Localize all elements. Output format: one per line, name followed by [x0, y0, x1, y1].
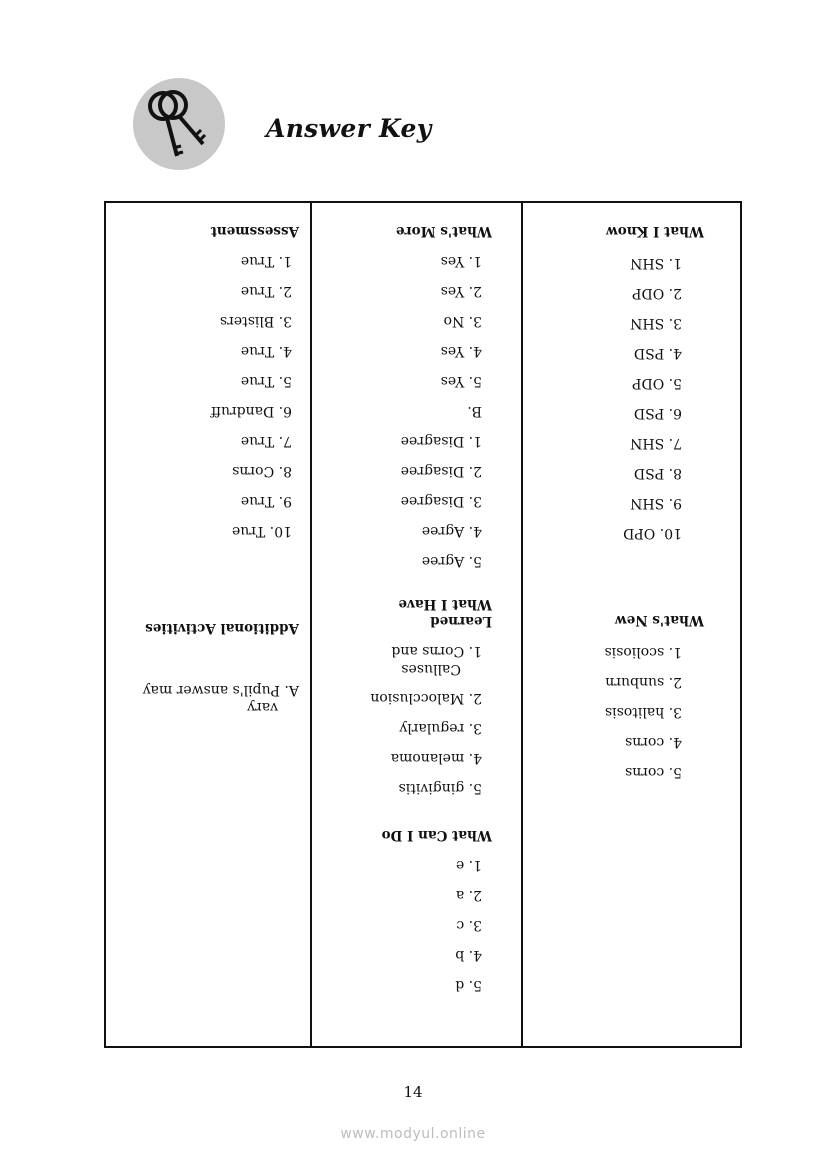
list-item: 4. melanoma — [390, 750, 482, 766]
list-item: 2. ODP — [632, 285, 682, 301]
heading-what-i-know: What I Know — [606, 223, 704, 239]
list-item: 2. Disagree — [400, 463, 482, 479]
answer-key-table — [104, 201, 742, 1048]
list-item: 4. b — [455, 947, 482, 963]
list-item: 4. PSD — [633, 345, 682, 361]
heading-whats-more: What's More — [395, 223, 492, 239]
list-item: 1. Disagree — [400, 433, 482, 449]
page-title: Answer Key — [266, 114, 432, 143]
answer-key-logo — [133, 78, 225, 170]
rotated-content — [106, 203, 744, 1050]
list-item: 1. e — [455, 857, 482, 873]
list-item: 2. a — [455, 887, 482, 903]
list-item: 8. PSD — [633, 465, 682, 481]
keys-icon — [133, 78, 225, 170]
list-item: 4. Yes — [440, 343, 482, 359]
watermark: www.modyul.online — [340, 1126, 486, 1142]
heading-assessment: Assessment — [210, 223, 299, 239]
page-number: 14 — [403, 1083, 423, 1101]
list-item: 1. scoliosis — [604, 644, 682, 660]
list-item: 5. d — [455, 977, 482, 993]
list-item: 3. SHN — [630, 315, 682, 331]
list-item: 5. Agree — [421, 553, 482, 569]
list-item: 5. ODP — [632, 375, 682, 391]
list-item: 9. SHN — [630, 495, 682, 511]
list-item: A. Pupil's answer may — [142, 682, 299, 698]
list-item: 4. corns — [625, 734, 682, 750]
list-item: 2. Malocclusion — [370, 690, 482, 706]
heading-what-i-have-learned: What I Have — [398, 596, 492, 612]
heading-what-can-i-do: What Can I Do — [381, 827, 492, 843]
list-item: 7. True — [240, 433, 292, 449]
list-item: 2. True — [240, 283, 292, 299]
list-item: 4. True — [240, 343, 292, 359]
heading-additional-activities: Additional Activities — [145, 620, 299, 636]
list-item: 3. No — [443, 313, 482, 329]
list-item: 2. sunburn — [605, 674, 682, 690]
list-item: 3. Disagree — [400, 493, 482, 509]
list-item: 8. Corns — [232, 463, 292, 479]
list-item: 9. True — [240, 493, 292, 509]
list-item: 4. Agree — [421, 523, 482, 539]
heading-what-i-have-learned: Learned — [430, 613, 492, 629]
list-item: vary — [247, 699, 278, 715]
list-item: 3. Blisters — [219, 313, 292, 329]
list-item: 5. gingivitis — [398, 780, 482, 796]
list-item: 1. Yes — [440, 253, 482, 269]
list-item: 3. halitosis — [604, 704, 682, 720]
list-item: 5. Yes — [440, 373, 482, 389]
list-item: 10. True — [231, 523, 292, 539]
part-b-label: B. — [467, 403, 482, 419]
list-item: 3. c — [456, 917, 482, 933]
list-item: 1. SHN — [630, 255, 682, 271]
list-item: 6. Dandruff — [210, 403, 292, 419]
list-item: 2. Yes — [440, 283, 482, 299]
list-item: Calluses — [401, 661, 461, 677]
list-item: 1. True — [240, 253, 292, 269]
heading-whats-new: What's New — [615, 612, 704, 628]
list-item: 3. regularly — [399, 720, 482, 736]
list-item: 1. Corns and — [391, 643, 482, 659]
list-item: 7. SHN — [630, 435, 682, 451]
list-item: 5. True — [240, 373, 292, 389]
list-item: 10. OPD — [623, 525, 682, 541]
list-item: 5. corns — [625, 764, 682, 780]
list-item: 6. PSD — [633, 405, 682, 421]
